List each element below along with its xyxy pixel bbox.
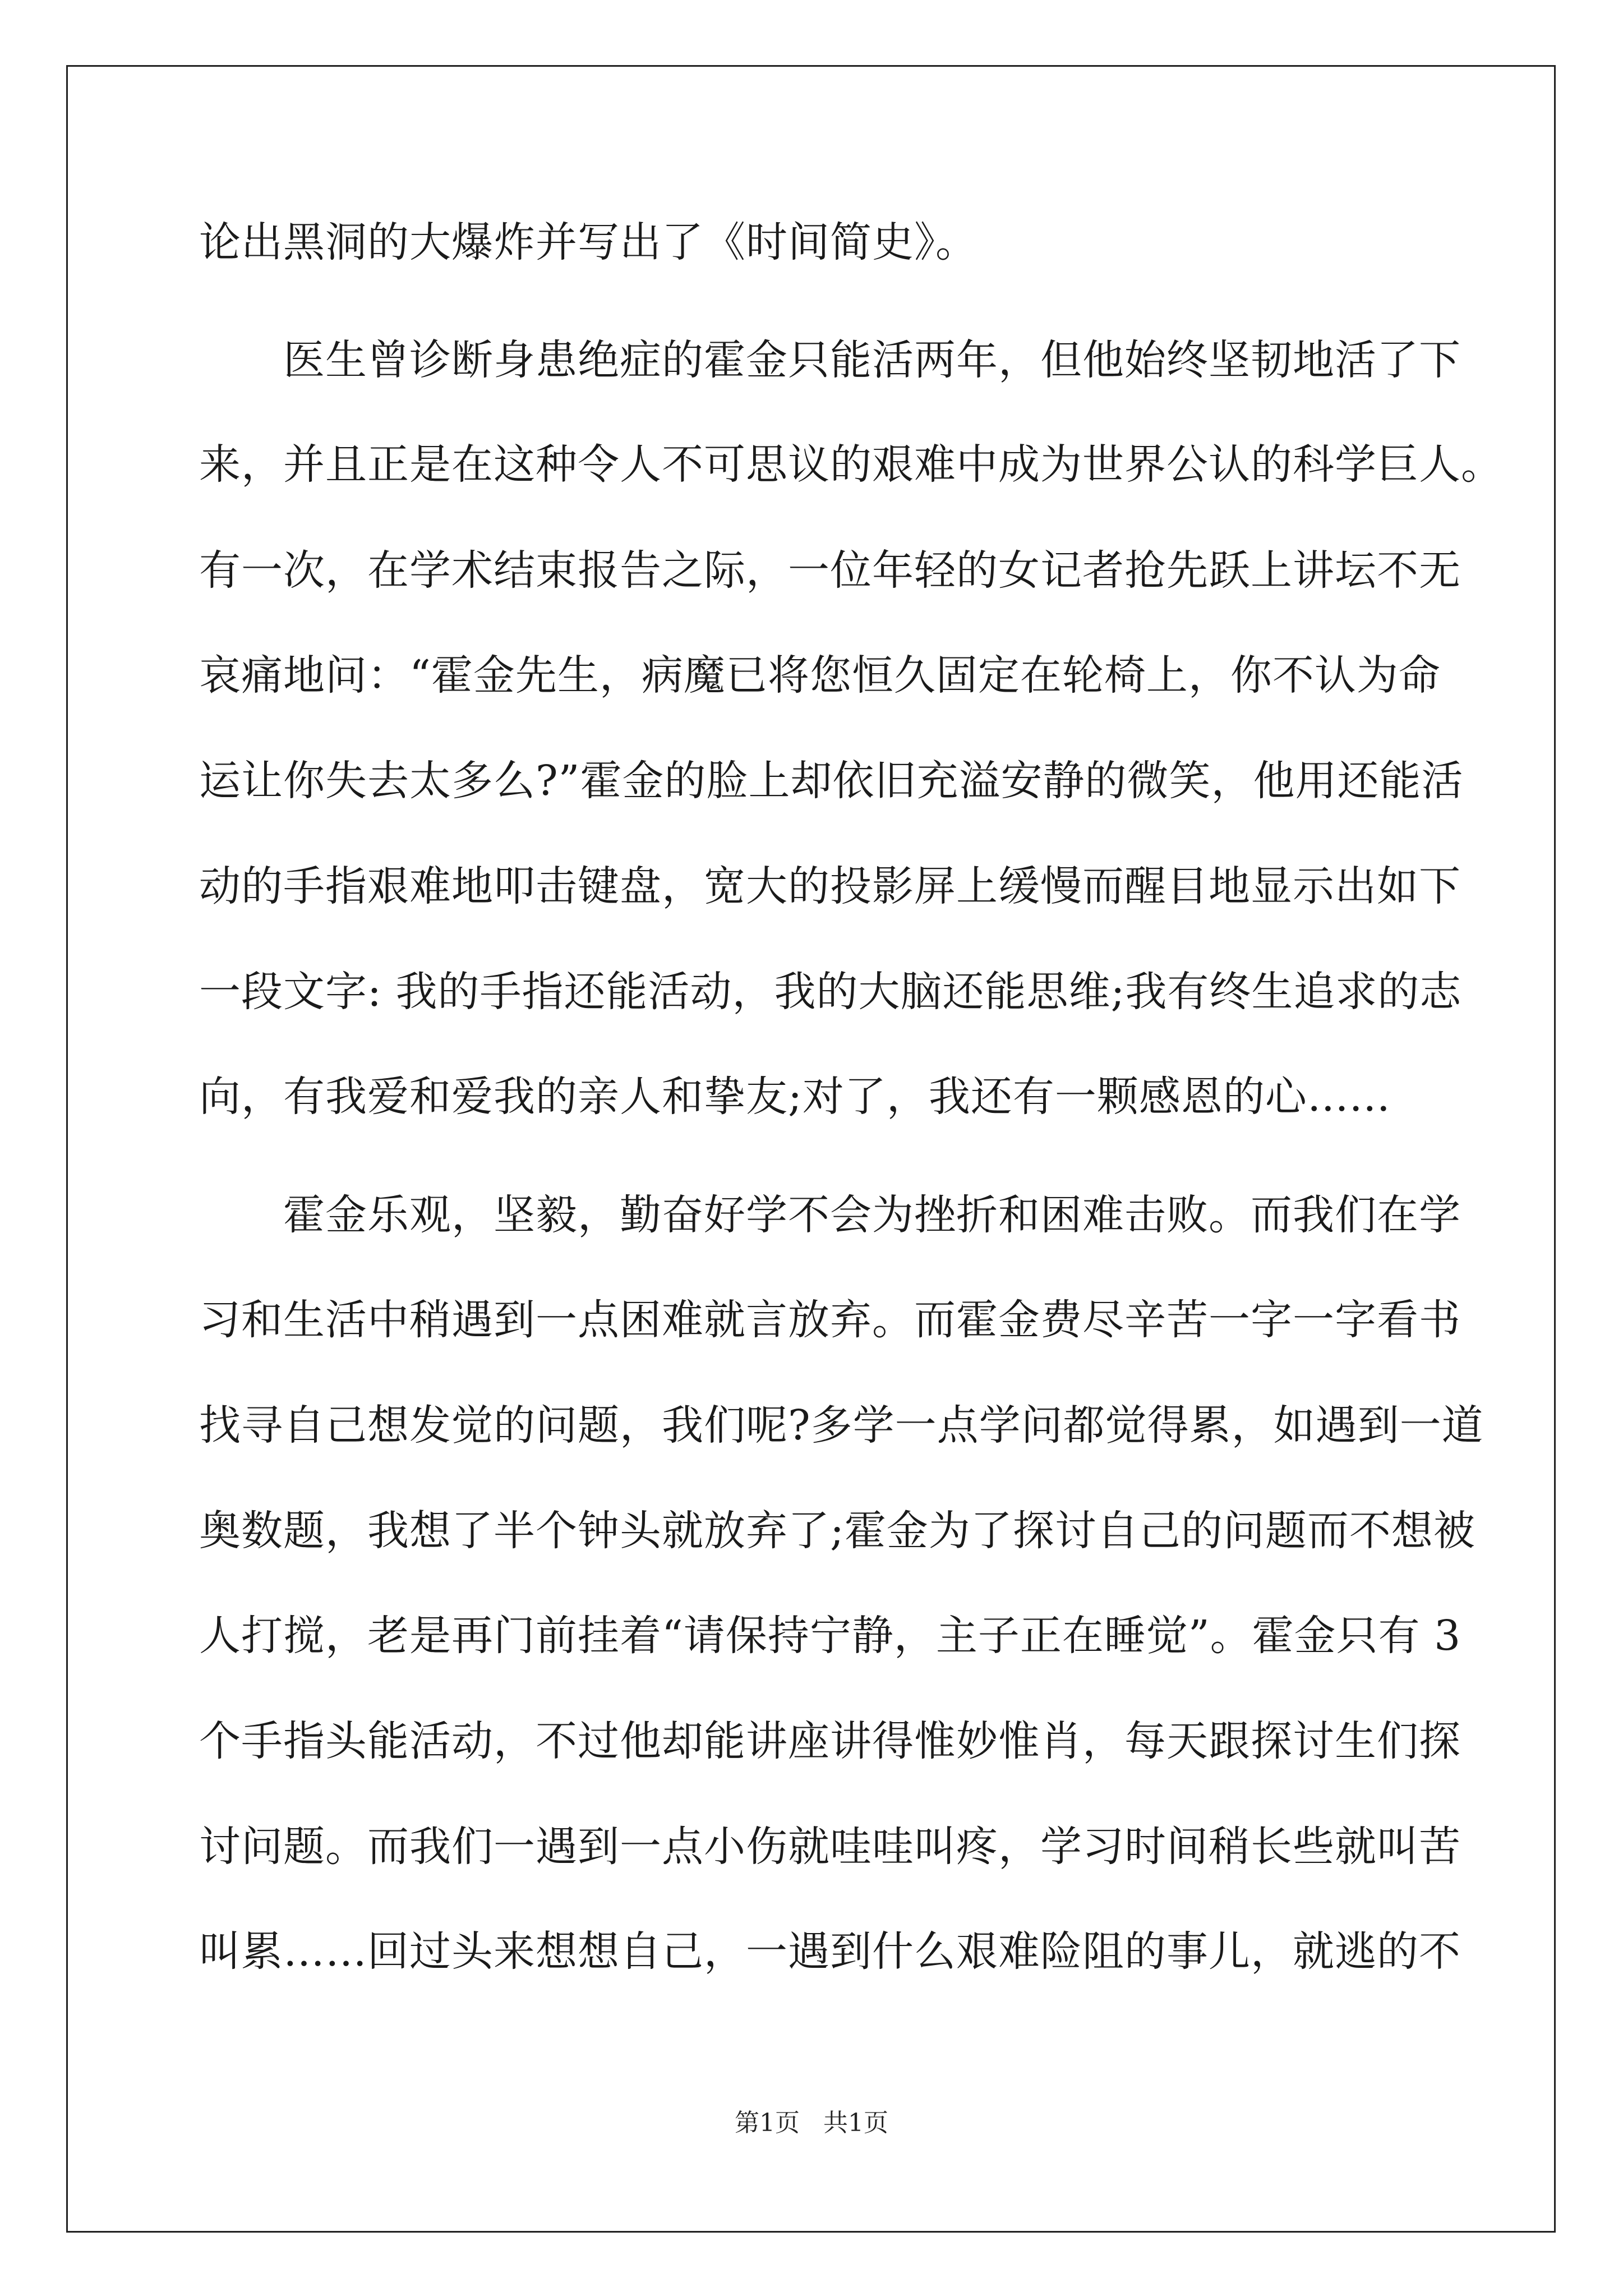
text-line: 一段文字: 我的手指还能活动，我的大脑还能思维;我有终生追求的志	[199, 968, 1462, 1016]
page-footer: 第1页 共1页	[735, 2109, 888, 2137]
text-line: 论出黑洞的大爆炸并写出了《时间简史》。	[199, 218, 978, 266]
text-line: 运让你失去太多么?”霍金的脸上却依旧充溢安静的微笑，他用还能活	[199, 757, 1464, 805]
text-line: 习和生活中稍遇到一点困难就言放弃。而霍金费尽辛苦一字一字看书	[199, 1296, 1461, 1344]
paragraph-start-line: 医生曾诊断身患绝症的霍金只能活两年，但他始终坚韧地活了下	[283, 336, 1461, 384]
text-line: 向，有我爱和爱我的亲人和挚友;对了，我还有一颗感恩的心…...	[199, 1073, 1391, 1121]
text-line: 讨问题。而我们一遇到一点小伤就哇哇叫疼，学习时间稍长些就叫苦	[199, 1823, 1461, 1871]
text-line: 奥数题，我想了半个钟头就放弃了;霍金为了探讨自己的问题而不想被	[199, 1507, 1476, 1555]
text-line: 个手指头能活动，不过他却能讲座讲得惟妙惟肖，每天跟探讨生们探	[199, 1717, 1461, 1765]
text-line: 叫累……回过头来想想自己，一遇到什么艰难险阻的事儿，就逃的不	[199, 1927, 1461, 1976]
text-line: 动的手指艰难地叩击键盘，宽大的投影屏上缓慢而醒目地显示出如下	[199, 862, 1461, 910]
text-line: 有一次，在学术结束报告之际，一位年轻的女记者抢先跃上讲坛不无	[199, 546, 1461, 595]
text-line: 找寻自己想发觉的问题，我们呢?多学一点学问都觉得累，如遇到一道	[199, 1401, 1484, 1450]
text-line: 哀痛地问：“霍金先生，病魔已将您恒久固定在轮椅上，你不认为命	[199, 651, 1441, 700]
text-line: 来，并且正是在这种令人不可思议的艰难中成为世界公认的科学巨人。	[199, 440, 1503, 489]
paragraph-start-line: 霍金乐观，坚毅，勤奋好学不会为挫折和困难击败。而我们在学	[283, 1191, 1461, 1239]
text-line: 人打搅，老是再门前挂着“请保持宁静，主子正在睡觉”。霍金只有 3	[199, 1612, 1461, 1660]
